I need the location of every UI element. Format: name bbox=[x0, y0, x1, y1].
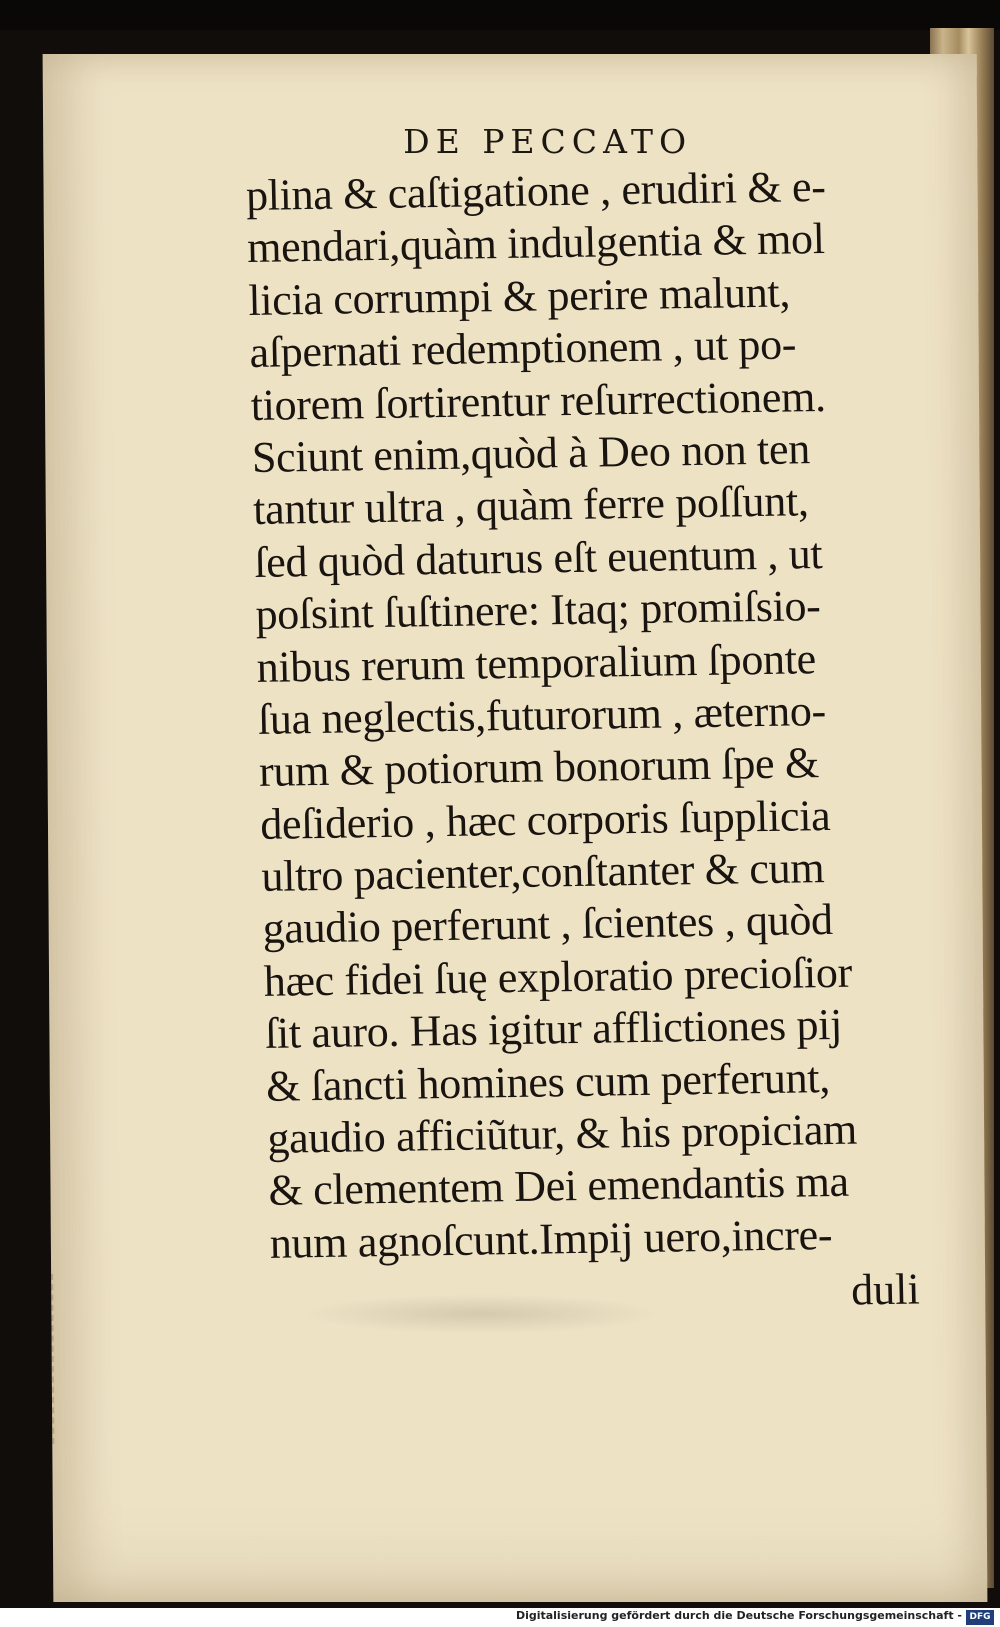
text-line: poſsint ſuſtinere: Itaq; promiſsio- bbox=[254, 581, 822, 640]
text-block bbox=[245, 159, 960, 1270]
funding-credit: Digitalisierung gefördert durch die Deutsche Forschungsgemeinschaft - bbox=[515, 1609, 962, 1622]
text-line: deſiderio , hæc corporis ſupplicia bbox=[259, 790, 831, 849]
text-line: plina & caſtigatione , erudiri & e- bbox=[245, 161, 827, 220]
text-line: nibus rerum temporalium ſponte bbox=[256, 633, 817, 692]
catchword: duli bbox=[850, 1264, 921, 1315]
text-line: ſua neglectis,futurorum , æterno- bbox=[257, 685, 827, 744]
text-line: tiorem ſortirentur reſurrectionem. bbox=[250, 371, 827, 430]
text-line: tantur ultra , quàm ferre poſſunt, bbox=[252, 476, 810, 535]
text-line: ſed quòd daturus eſt euentum , ut bbox=[253, 528, 823, 587]
text-line: mendari,quàm indulgentia & mol bbox=[246, 214, 826, 273]
dfg-logo: DFG bbox=[966, 1610, 994, 1625]
text-line: Sciunt enim,quòd à Deo non ten bbox=[251, 424, 811, 482]
page-torn-edge bbox=[51, 1274, 114, 1444]
text-line: ultro pacienter,conſtanter & cum bbox=[260, 843, 825, 901]
text-line: licia corrumpi & perire malunt, bbox=[247, 267, 791, 325]
text-line: hæc fidei ſuę exploratio precioſior bbox=[263, 947, 853, 1006]
text-line: gaudio perferunt , ſcientes , quòd bbox=[262, 895, 834, 954]
text-line: num agnoſcunt.Impij uero,incre- bbox=[269, 1209, 833, 1268]
text-line: & clementem Dei emendantis ma bbox=[268, 1157, 850, 1216]
scan-top-edge bbox=[0, 0, 1000, 30]
bleed-through-smudge bbox=[301, 1294, 661, 1334]
text-line: rum & potiorum bonorum ſpe & bbox=[258, 738, 820, 797]
text-line: ſit auro. Has igitur afflictiones pij bbox=[264, 1000, 843, 1059]
book-page bbox=[43, 54, 988, 1602]
text-line: aſpernati redemptionem , ut po- bbox=[248, 319, 797, 378]
text-line: gaudio afficiũtur, & his propiciam bbox=[266, 1104, 858, 1163]
running-head: DE PECCATO bbox=[403, 122, 693, 161]
text-line: & ſancti homines cum perferunt, bbox=[265, 1052, 831, 1111]
